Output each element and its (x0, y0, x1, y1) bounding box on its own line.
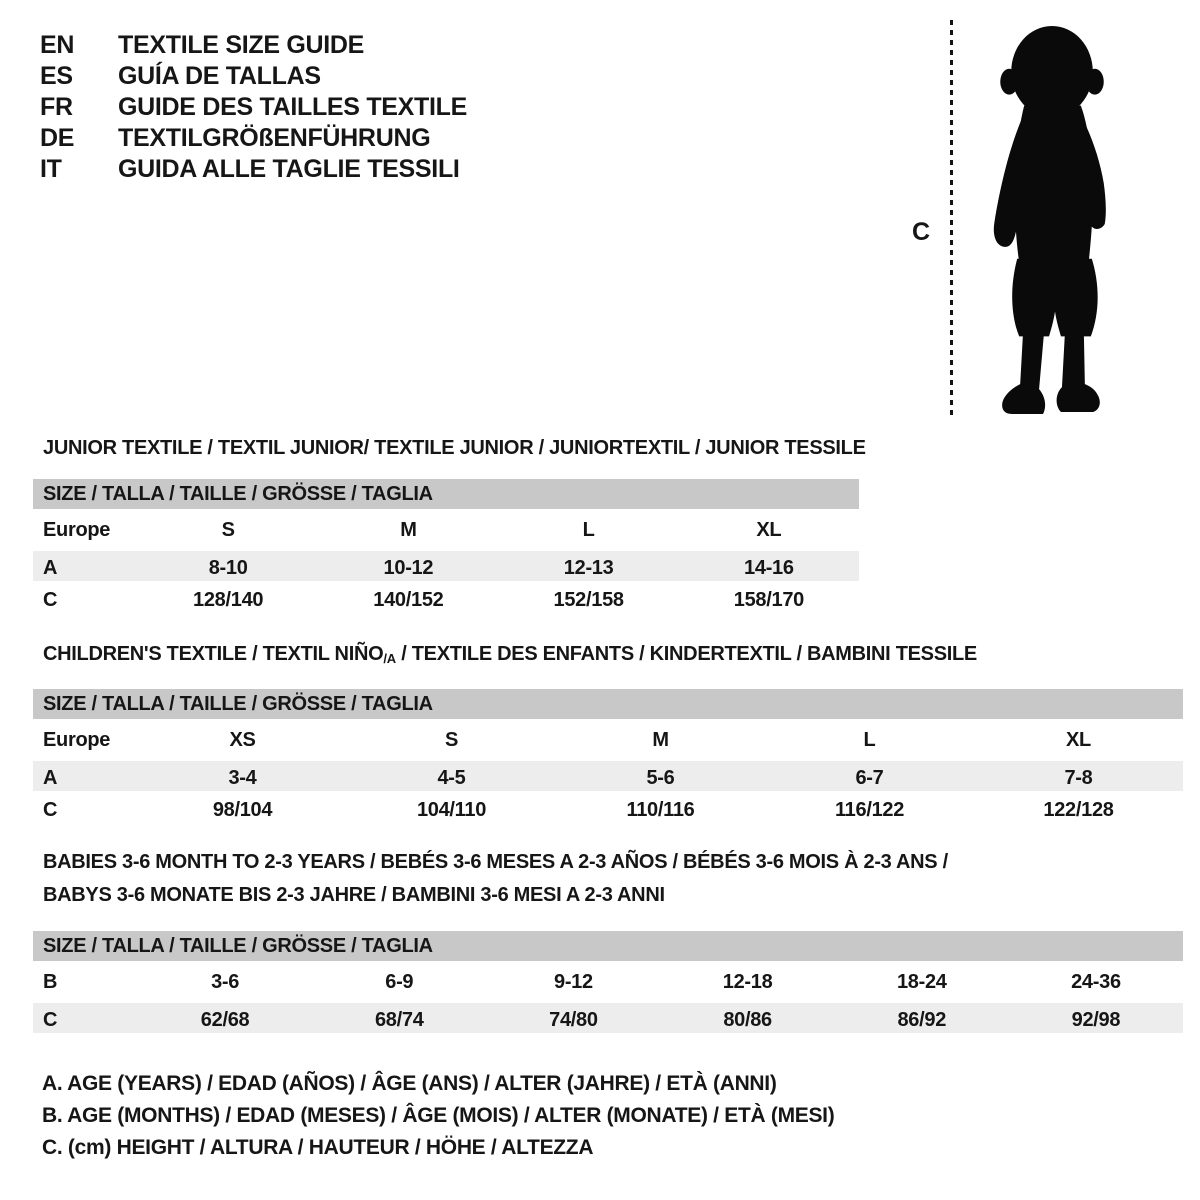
toddler-silhouette-icon (970, 20, 1140, 418)
language-row-de (40, 123, 467, 154)
row-label: Europe (43, 729, 111, 751)
age-cell: 9-12 (554, 971, 593, 993)
height-cell: 110/116 (626, 799, 695, 821)
size-header-band: SIZE / TALLA / TAILLE / GRÖSSE / TAGLIA (33, 931, 1183, 961)
guide-title-fr: GUIDE DES TAILLES TEXTILE (118, 93, 468, 121)
babies-title-line-2: BABYS 3-6 MONATE BIS 2-3 JAHRE / BAMBINI 3-6 MESI A 2-3 ANNI (43, 884, 665, 906)
age-cell: 18-24 (896, 971, 947, 993)
age-cell: 24-36 (1071, 971, 1121, 993)
height-cell: 104/110 (416, 799, 487, 821)
babies-title-line-1: BABIES 3-6 MONTH TO 2-3 YEARS / BEBÉS 3-6 MESES A 2-3 AÑOS / BÉBÉS 3-6 MOIS À 2-3 ANS / (43, 851, 948, 873)
age-cell: 7-8 (1064, 767, 1093, 789)
table-row (33, 513, 859, 548)
age-cell: 6-9 (385, 971, 414, 993)
junior-size-table (33, 479, 859, 618)
age-cell: 14-16 (744, 557, 794, 579)
height-cell: 158/170 (733, 589, 804, 611)
children-section-title (43, 642, 977, 668)
junior-section-title: JUNIOR TEXTILE / TEXTIL JUNIOR/ TEXTILE JUNIOR / JUNIORTEXTIL / JUNIOR TESSILE (43, 437, 866, 459)
language-row-es (40, 61, 467, 92)
age-cell: 12-18 (722, 971, 773, 993)
language-code: DE (40, 124, 75, 152)
size-cell: L (582, 519, 595, 541)
legend (42, 1068, 834, 1164)
height-cell: 140/152 (373, 589, 444, 611)
table-row (33, 1000, 1183, 1035)
guide-title-it: GUIDA ALLE TAGLIE TESSILI (118, 155, 460, 183)
table-row (33, 723, 1183, 758)
row-label: C (43, 799, 58, 821)
language-row-en (40, 30, 467, 61)
children-title-prefix: CHILDREN'S TEXTILE / TEXTIL NIÑO (43, 643, 384, 665)
children-title-suffix: / TEXTILE DES ENFANTS / KINDERTEXTIL / BAMBINI TESSILE (395, 643, 977, 665)
height-cell: 92/98 (1071, 1009, 1121, 1031)
age-cell: 8-10 (208, 557, 248, 579)
language-code: ES (40, 62, 73, 90)
guide-title-de: TEXTILGRÖßENFÜHRUNG (118, 124, 431, 152)
size-cell: M (400, 519, 417, 541)
table-row (33, 793, 1183, 828)
height-cell: 116/122 (834, 799, 905, 821)
language-code: EN (40, 31, 75, 59)
babies-size-table (33, 931, 1183, 1035)
size-header-band: SIZE / TALLA / TAILLE / GRÖSSE / TAGLIA (33, 479, 859, 509)
height-measure-dashed-line-icon (950, 20, 953, 416)
row-label: Europe (43, 519, 111, 541)
language-code: IT (40, 155, 62, 183)
size-cell: L (863, 729, 876, 751)
table-row (33, 548, 859, 583)
legend-line-b: B. AGE (MONTHS) / EDAD (MESES) / ÂGE (MOIS) / ALTER (MONATE) / ETÀ (MESI) (42, 1104, 835, 1127)
height-cell: 122/128 (1043, 799, 1114, 821)
row-label: A (43, 767, 58, 789)
size-cell: XL (1066, 729, 1091, 751)
age-cell: 10-12 (383, 557, 434, 579)
age-cell: 5-6 (646, 767, 675, 789)
children-title-subscript: /A (383, 651, 396, 666)
babies-section-title (43, 846, 1163, 912)
size-cell: M (652, 729, 669, 751)
language-list (40, 30, 467, 185)
height-cell: 128/140 (193, 589, 264, 611)
height-figure (900, 10, 1192, 426)
size-cell: S (444, 729, 459, 751)
age-cell: 4-5 (437, 767, 466, 789)
height-cell: 152/158 (553, 589, 624, 611)
height-label-c: C (912, 218, 930, 246)
language-row-it (40, 154, 467, 185)
height-cell: 68/74 (374, 1009, 424, 1031)
guide-title-es: GUÍA DE TALLAS (118, 62, 321, 90)
children-size-table (33, 689, 1183, 828)
age-cell: 3-4 (228, 767, 257, 789)
size-header-band: SIZE / TALLA / TAILLE / GRÖSSE / TAGLIA (33, 689, 1183, 719)
height-cell: 62/68 (200, 1009, 250, 1031)
height-cell: 98/104 (212, 799, 273, 821)
legend-line-a: A. AGE (YEARS) / EDAD (AÑOS) / ÂGE (ANS) / ALTER (JAHRE) / ETÀ (ANNI) (42, 1072, 777, 1095)
legend-line-c: C. (cm) HEIGHT / ALTURA / HAUTEUR / HÖHE / ALTEZZA (42, 1136, 594, 1159)
row-label: A (43, 557, 58, 579)
age-cell: 12-13 (563, 557, 614, 579)
row-label: C (43, 589, 58, 611)
height-cell: 80/86 (723, 1009, 772, 1031)
age-cell: 6-7 (855, 767, 884, 789)
height-cell: 74/80 (549, 1009, 598, 1031)
table-row (33, 758, 1183, 793)
size-cell: XS (229, 729, 256, 751)
age-cell: 3-6 (211, 971, 240, 993)
language-code: FR (40, 93, 73, 121)
table-row (33, 583, 859, 618)
table-row (33, 965, 1183, 1000)
guide-title-en: TEXTILE SIZE GUIDE (118, 31, 365, 59)
language-row-fr (40, 92, 467, 123)
size-cell: S (221, 519, 235, 541)
height-cell: 86/92 (897, 1009, 947, 1031)
size-cell: XL (756, 519, 782, 541)
row-label: B (43, 971, 58, 993)
row-label: C (43, 1009, 58, 1031)
